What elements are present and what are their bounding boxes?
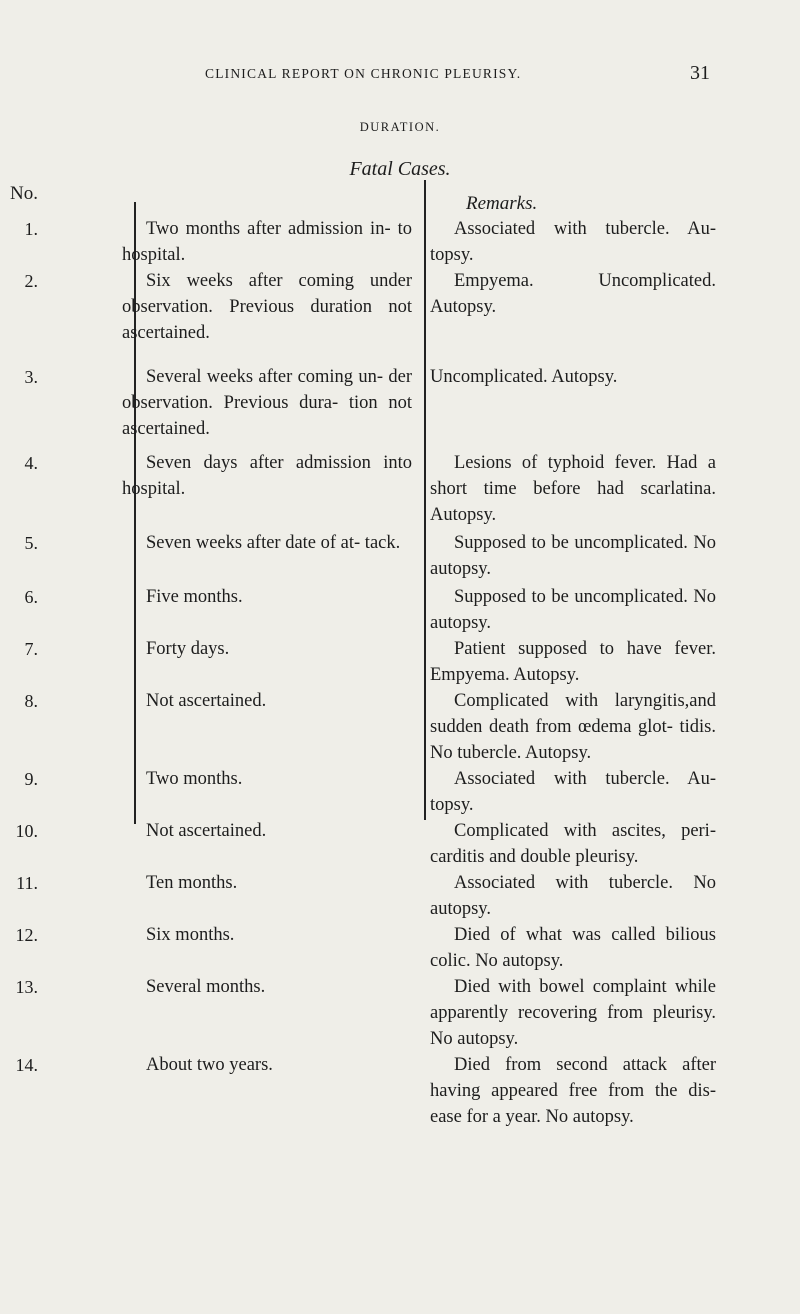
duration-text: Not ascertained. bbox=[146, 821, 267, 841]
duration-text: Two months. bbox=[146, 769, 243, 789]
remarks-text: Supposed to be uncomplicated. No autopsy. bbox=[430, 587, 716, 633]
section-title: DURATION. bbox=[359, 120, 441, 134]
case-number: 4. bbox=[24, 453, 38, 473]
remarks-text: Died from second attack after having appeared free from the dis- ease for a year. No autopsy. bbox=[430, 1055, 716, 1127]
case-number: 1. bbox=[24, 219, 38, 239]
duration-text: Several months. bbox=[146, 977, 266, 997]
duration-text: Six weeks after coming under observation. Previous duration not ascertained. bbox=[122, 271, 412, 343]
remarks-text: Complicated with laryngitis,and sudden death from œdema glot- tidis. No tubercle. Autopsy. bbox=[430, 691, 716, 763]
running-title: CLINICAL REPORT ON CHRONIC PLEURISY. bbox=[205, 66, 522, 81]
duration-text: Not ascertained. bbox=[146, 691, 267, 711]
case-number: 7. bbox=[24, 639, 38, 659]
remarks-text: Empyema. Uncomplicated. Autopsy. bbox=[430, 271, 716, 317]
column-header-remarks: Remarks. bbox=[466, 193, 538, 214]
case-number: 6. bbox=[24, 587, 38, 607]
duration-text: Six months. bbox=[146, 925, 235, 945]
case-number: 5. bbox=[24, 533, 38, 553]
duration-text: Seven weeks after date of at- tack. bbox=[146, 533, 401, 553]
case-number: 8. bbox=[24, 691, 38, 711]
duration-text: Forty days. bbox=[146, 639, 230, 659]
case-number: 3. bbox=[24, 367, 38, 387]
duration-text: Ten months. bbox=[146, 873, 238, 893]
duration-text: Five months. bbox=[146, 587, 243, 607]
remarks-text: Supposed to be uncomplicated. No autopsy. bbox=[430, 533, 716, 579]
remarks-text: Died of what was called bilious colic. No autopsy. bbox=[430, 925, 716, 971]
subtitle: Fatal Cases. bbox=[349, 158, 451, 180]
column-header-no: No. bbox=[10, 183, 38, 204]
case-number: 9. bbox=[24, 769, 38, 789]
remarks-text: Uncomplicated. Autopsy. bbox=[430, 367, 618, 387]
page-number: 31 bbox=[690, 62, 710, 84]
column-rule-right bbox=[424, 180, 426, 820]
case-number: 11. bbox=[16, 873, 38, 893]
duration-text: About two years. bbox=[146, 1055, 273, 1075]
case-number: 14. bbox=[15, 1055, 38, 1075]
remarks-text: Patient supposed to have fever. Empyema. Autopsy. bbox=[430, 639, 716, 685]
duration-text: Two months after admission in- to hospital. bbox=[122, 219, 412, 265]
case-number: 13. bbox=[15, 977, 38, 997]
remarks-text: Associated with tubercle. Au- topsy. bbox=[430, 769, 716, 815]
duration-text: Seven days after admission into hospital. bbox=[122, 453, 412, 499]
page-header bbox=[0, 62, 800, 92]
remarks-text: Died with bowel complaint while apparently recovering from pleurisy. No autopsy. bbox=[430, 977, 716, 1049]
case-number: 12. bbox=[15, 925, 38, 945]
case-number: 10. bbox=[15, 821, 38, 841]
case-number: 2. bbox=[24, 271, 38, 291]
remarks-text: Associated with tubercle. No autopsy. bbox=[430, 873, 716, 919]
remarks-text: Lesions of typhoid fever. Had a short time before had scarlatina. Autopsy. bbox=[430, 453, 716, 525]
duration-text: Several weeks after coming un- der observation. Previous dura- tion not ascertained. bbox=[122, 367, 412, 439]
remarks-text: Complicated with ascites, peri- carditis and double pleurisy. bbox=[430, 821, 716, 867]
remarks-text: Associated with tubercle. Au- topsy. bbox=[430, 219, 716, 265]
